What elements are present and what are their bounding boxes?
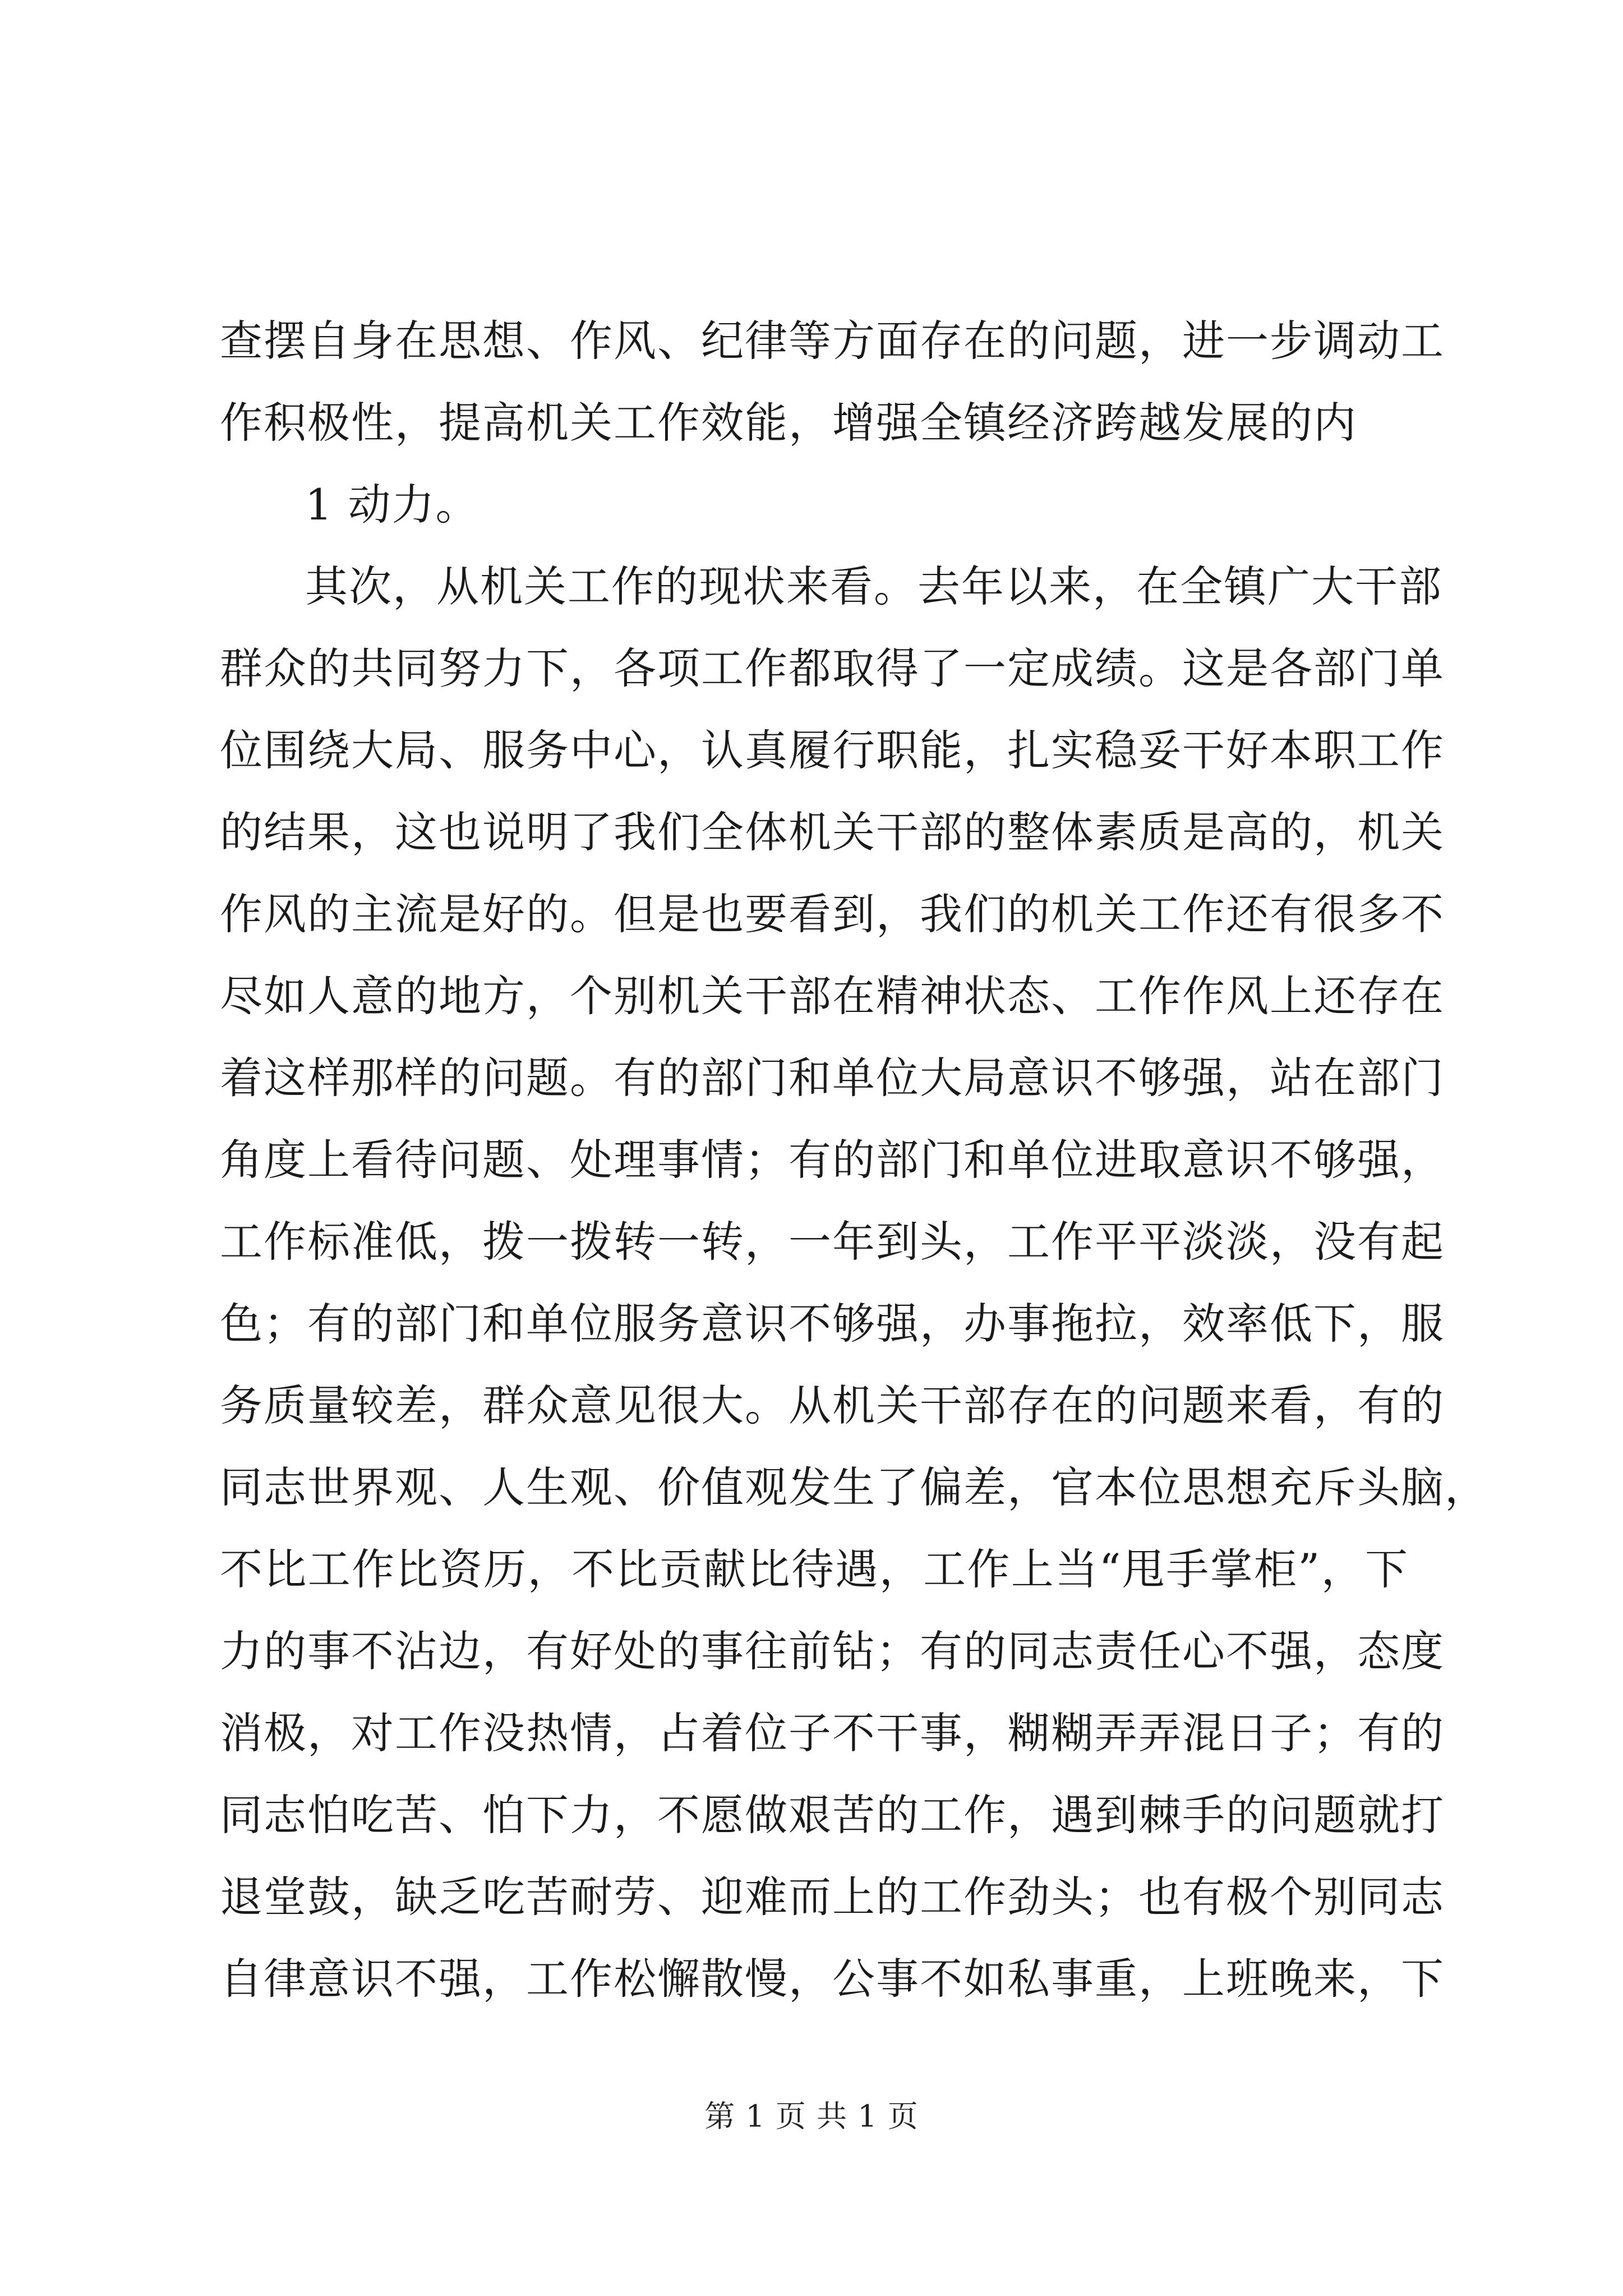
text-line: 1 动力。 [305,480,479,530]
text-line: 工作标准低，拨一拨转一转，一年到头，工作平平淡淡，没有起 [220,1217,1445,1267]
text-line: 着这样那样的问题。有的部门和单位大局意识不够强，站在部门 [220,1053,1445,1103]
body-text [220,300,1488,2020]
text-line: 自律意识不强，工作松懈散慢，公事不如私事重，上班晚来，下 [220,1954,1445,2004]
text-line: 查摆自身在思想、作风、纪律等方面存在的问题，进一步调动工 [220,316,1445,366]
text-line: 退堂鼓，缺乏吃苦耐劳、迎难而上的工作劲头；也有极个别同志 [220,1872,1445,1922]
text-line: 其次，从机关工作的现状来看。去年以来，在全镇广大干部 [305,562,1442,611]
text-line: 群众的共同努力下，各项工作都取得了一定成绩。这是各部门单 [220,643,1445,693]
text-line: 作风的主流是好的。但是也要看到，我们的机关工作还有很多不 [220,889,1445,939]
text-line: 角度上看待问题、处理事情；有的部门和单位进取意识不够强， [220,1135,1445,1185]
text-line: 消极，对工作没热情，占着位子不干事，糊糊弄弄混日子；有的 [220,1708,1445,1758]
text-line: 同志怕吃苦、怕下力，不愿做艰苦的工作，遇到棘手的问题就打 [220,1790,1445,1840]
text-line: 务质量较差，群众意见很大。从机关干部存在的问题来看，有的 [220,1381,1445,1430]
text-line: 力的事不沾边，有好处的事往前钻；有的同志责任心不强，态度 [220,1626,1445,1676]
text-line: 不比工作比资历，不比贡献比待遇，工作上当“甩手掌柜”，下 [220,1544,1409,1594]
text-line: 作积极性，提高机关工作效能，增强全镇经济跨越发展的内 [220,398,1357,448]
text-line: 位围绕大局、服务中心，认真履行职能，扎实稳妥干好本职工作 [220,725,1445,775]
page-footer: 第 1 页 共 1 页 [704,2099,919,2134]
text-line: 尽如人意的地方，个别机关干部在精神状态、工作作风上还存在 [220,971,1445,1021]
text-line: 同志世界观、人生观、价值观发生了偏差，官本位思想充斥头脑， [220,1462,1488,1512]
text-line: 的结果，这也说明了我们全体机关干部的整体素质是高的，机关 [220,807,1445,857]
text-line: 色；有的部门和单位服务意识不够强，办事拖拉，效率低下，服 [220,1299,1445,1349]
